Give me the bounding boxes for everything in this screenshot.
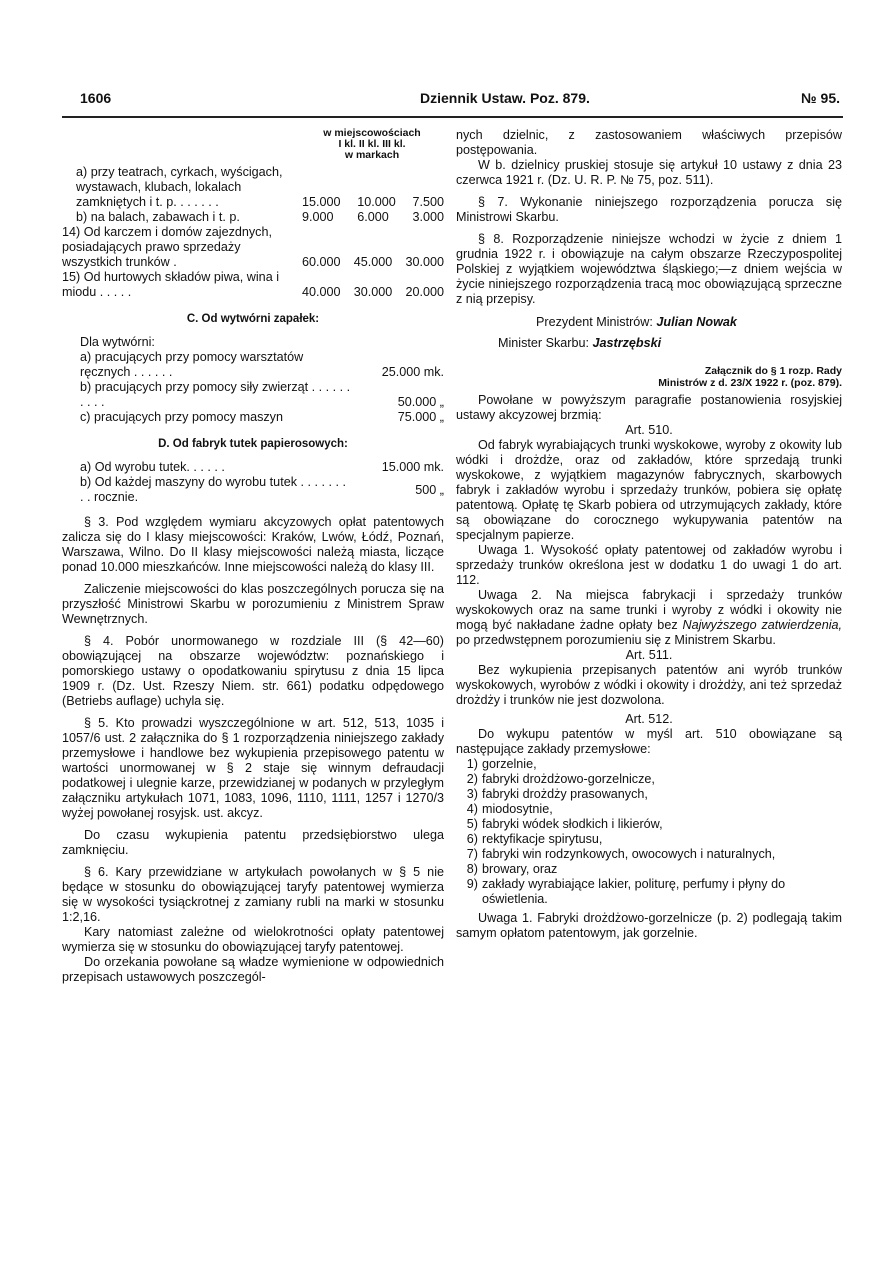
rate-value: 20.000 [405,285,444,299]
fee-row [80,410,444,425]
article-511-text: Bez wykupienia przepisanych patentów ani wyrób trunków wyskokowych, wyrobów z wódki i okowity i drożdży, ani też sprzedaż drożdży i trunków nie jest dozwolona. [456,663,842,707]
paragraph-3: § 3. Pod względem wymiaru akcyzowych opłat patentowych zalicza się do I klasy miejscowości: Kraków, Lwów, Łódź, Poznań, Warszawa, Wilno. Do II klasy miejscowości należą miasta, liczące ponad 10.000 mieszkańców. Inne miejscowości należą do klasy III. [62,515,444,574]
page-number: 1606 [80,90,112,106]
paragraph: Zaliczenie miejscowości do klas poszczególnych porucza się na przyszłość Ministrowi Skarbu w porozumieniu z Ministrem Spraw Wewnętrznych. [62,582,444,626]
rate-value: 40.000 [302,285,341,299]
rate-values [302,255,444,270]
rate-value: 15.000 [302,195,341,209]
rate-value: 10.000 [357,195,396,209]
article-512-title: Art. 512. [625,712,673,726]
fee-amount: 25.000 mk. [381,365,444,379]
rate-values [302,195,444,210]
rate-value: 30.000 [405,255,444,269]
annex-line: Załącznik do § 1 rozp. Rady [704,365,842,377]
left-column [62,128,444,985]
section-c-intro: Dla wytwórni: [80,335,155,349]
list-text: rektyfikacje spirytusu, [482,832,603,846]
signature-name: Jastrzębski [592,336,662,350]
section-c-rows [62,350,444,425]
note-text: po przedwstępnem porozumieniu się z Ministrem Skarbu. [456,633,776,647]
list-item [456,802,842,817]
fee-amount: 500 „ [415,482,444,497]
fee-row [80,380,444,410]
table-head-line: w miejscowościach [323,127,421,139]
article-511-title: Art. 511. [625,648,673,662]
paragraph: Do czasu wykupienia patentu przedsiębiorstwo ulega zamknięciu. [62,828,444,857]
paragraph-8: § 8. Rozporządzenie niniejsze wchodzi w życie z dniem 1 grudnia 1922 r. i obowiązuje na całym obszarze Rzeczypospolitej Polskiej z wyjątkiem województwa śląskiego;—z dniem wejścia w życie niniejszego rozporządzenia tracą moc obowiązującą sprzeczne z nią przepisy. [456,232,842,306]
rate-value: 9.000 [302,210,334,224]
fee-label: b) pracujących przy pomocy siły zwierząt . . . . . . . . . . [80,380,351,409]
list-text: gorzelnie, [482,757,537,771]
rate-table-header [302,128,442,161]
rate-value: 45.000 [353,255,393,269]
paragraph-7: § 7. Wykonanie niniejszego rozporządzenia porucza się Ministrowi Skarbu. [456,195,842,224]
signature-label: Prezydent Ministrów: [536,315,653,329]
fee-row [80,460,444,475]
signature-name: Julian Nowak [656,315,737,329]
table-head-line: w markach [344,149,400,161]
journal-title: Dziennik Ustaw. Poz. 879. [420,90,590,106]
section-d-rows [62,460,444,505]
list-item [456,877,842,907]
paragraph-6: § 6. Kary przewidziane w artykułach powołanych w § 5 nie będące w stosunku do obowiązującej taryfy patentowej wymierza się w wysokości tysiąckrotnej z zamiany rubli na marki w stosunku 1:2,16. [62,865,444,924]
fee-amount: 50.000 „ [397,395,444,409]
annex-line: Ministrów z d. 23/X 1922 r. (poz. 879). [658,377,842,389]
rate-values [302,210,444,225]
list-number: 4) [466,802,478,816]
issue-number: № 95. [801,90,840,106]
list-item [456,772,842,787]
paragraph: Do orzekania powołane są władze wymienione w odpowiednich przepisach ustawowych poszczegól- [62,955,444,984]
annex-intro: Powołane w powyższym paragrafie postanowienia rosyjskiej ustawy akcyzowej brzmią: [456,393,842,422]
note-2 [456,588,842,648]
header-rule [62,116,843,118]
rate-label: 15) Od hurtowych składów piwa, wina i miodu . . . . . [62,270,279,299]
list-number: 2) [466,772,478,786]
list-number: 8) [466,862,478,876]
rate-row [62,270,444,300]
list-item [456,817,842,832]
article-510-title: Art. 510. [625,423,673,437]
rate-value: 30.000 [353,285,393,299]
paragraph: Kary natomiast zależne od wielokrotności opłaty patentowej wymierza się w stosunku do obowiązującej taryfy patentowej. [62,925,444,954]
list-text: fabryki drożdżowo-gorzelnicze, [482,772,655,786]
list-number: 6) [466,832,478,846]
signature-label: Minister Skarbu: [498,336,589,350]
signature-1 [456,315,842,330]
note-end: Uwaga 1. Fabryki drożdżowo-gorzelnicze (p. 2) podlegają takim samym opłatom patentowym, jak gorzelnie. [456,911,842,940]
right-column [456,128,842,941]
fee-row [80,350,444,380]
rate-label: 14) Od karczem i domów zajezdnych, posiadających prawo sprzedaży wszystkich trunków . [62,225,272,269]
list-item [456,862,842,877]
list-number: 5) [466,817,478,831]
rate-values [302,285,444,300]
fee-label: a) Od wyrobu tutek. . . . . . [80,460,225,474]
table-head-line: I kl. II kl. III kl. [338,138,406,150]
note-text: Uwaga 2. Na miejsca fabrykacji i sprzedaży trunków wyskokowych oraz na same trunki i wyroby z wódki i okowity nie mogą być nakładane żadne opłaty bez [456,588,842,632]
paragraph-continued: nych dzielnic, z zastosowaniem właściwych przepisów postępowania. [456,128,842,157]
signature-2 [456,336,842,351]
fee-label: c) pracujących przy pomocy maszyn [80,410,283,424]
article-510-text: Od fabryk wyrabiających trunki wyskokowe, wyroby z okowity lub wódki i drożdże, oraz od zakładów, które sprzedają trunki wyskokowe, z wyjątkiem magazynów fabrycznych, skarbowych fabryk i zakładów wyrobu i sprzedaży trunków, pobiera się opłatę patentową. Opłatę tę Skarb pobiera od utrzymujących zakłady, które są obowiązane do corocznego wykupywania patentów na specjalnym papierze. [456,438,842,542]
list-text: fabryki win rodzynkowych, owocowych i naturalnych, [482,847,776,861]
list-text: zakłady wyrabiające lakier, politurę, perfumy i płyny do oświetlenia. [482,877,786,906]
fee-label: a) pracujących przy pomocy warsztatów ręcznych . . . . . . [80,350,304,379]
list-text: miodosytnie, [482,802,553,816]
annex-reference [456,365,842,389]
section-c-title: C. Od wytwórni zapałek: [186,313,320,325]
paragraph-4: § 4. Pobór unormowanego w rozdziale III (§ 42—60) obowiązującej na obszarze województw: poznańskiego i pomorskiego ustawy o opodatkowaniu spirytusu z dnia 15 lipca 1909 r. (Dz. Ust. Rzeszy Niem. str. 661) podatku odpędowego (Betriebs auflage) uchyla się. [62,634,444,708]
article-512-intro: Do wykupu patentów w myśl art. 510 obowiązane są następujące zakłady przemysłowe: [456,727,842,756]
list-item [456,757,842,772]
rate-row [62,225,444,270]
rate-value: 3.000 [412,210,444,224]
note-italic: Najwyższego zatwierdzenia, [682,618,842,632]
paragraph-5: § 5. Kto prowadzi wyszczególnione w art. 512, 513, 1035 i 1057/6 ust. 2 załącznika do § 1 rozporządzenia niniejszego zakłady przemysłowe i handlowe bez wykupienia przepisowego patentu w wartości unormowanej w § 2 staje się winnym defraudacji podatkowej i ulegnie karze, przewidzianej w podanych w przyległym załączniku artykułach 1071, 1083, 1096, 1110, 1111, 1257 i 1270/3 wyżej powołanej rosyjsk. ust. akcyz. [62,716,444,820]
list-number: 7) [466,847,478,861]
list-item [456,787,842,802]
list-number: 1) [466,757,478,771]
establishment-list [456,757,842,907]
rate-label: a) przy teatrach, cyrkach, wyścigach, wystawach, klubach, lokalach zamkniętych i t. p. . . . . . . [76,165,283,209]
fee-row [80,475,444,505]
rate-label: b) na balach, zabawach i t. p. [76,210,240,224]
rate-value: 6.000 [357,210,389,224]
list-text: fabryki wódek słodkich i likierów, [482,817,663,831]
list-item [456,847,842,862]
rate-value: 60.000 [302,255,341,269]
paragraph-prussian: W b. dzielnicy pruskiej stosuje się artykuł 10 ustawy z dnia 23 czerwca 1921 r. (Dz. U. R. P. № 75, poz. 511). [456,158,842,187]
list-text: fabryki drożdży prasowanych, [482,787,648,801]
fee-label: b) Od każdej maszyny do wyrobu tutek . . . . . . . . . rocznie. [80,475,346,504]
rate-row [62,165,444,210]
section-d-title: D. Od fabryk tutek papierosowych: [158,438,348,450]
rate-row [62,210,444,225]
list-number: 3) [466,787,478,801]
list-text: browary, oraz [482,862,558,876]
list-item [456,832,842,847]
fee-amount: 15.000 mk. [381,460,444,474]
fee-amount: 75.000 „ [397,410,444,424]
page-header [80,90,840,112]
note-1: Uwaga 1. Wysokość opłaty patentowej od zakładów wyrobu i sprzedaży trunków określona jest w dodatku 1 do uwagi 1 do art. 112. [456,543,842,587]
rate-value: 7.500 [412,195,444,209]
list-number: 9) [466,877,478,891]
